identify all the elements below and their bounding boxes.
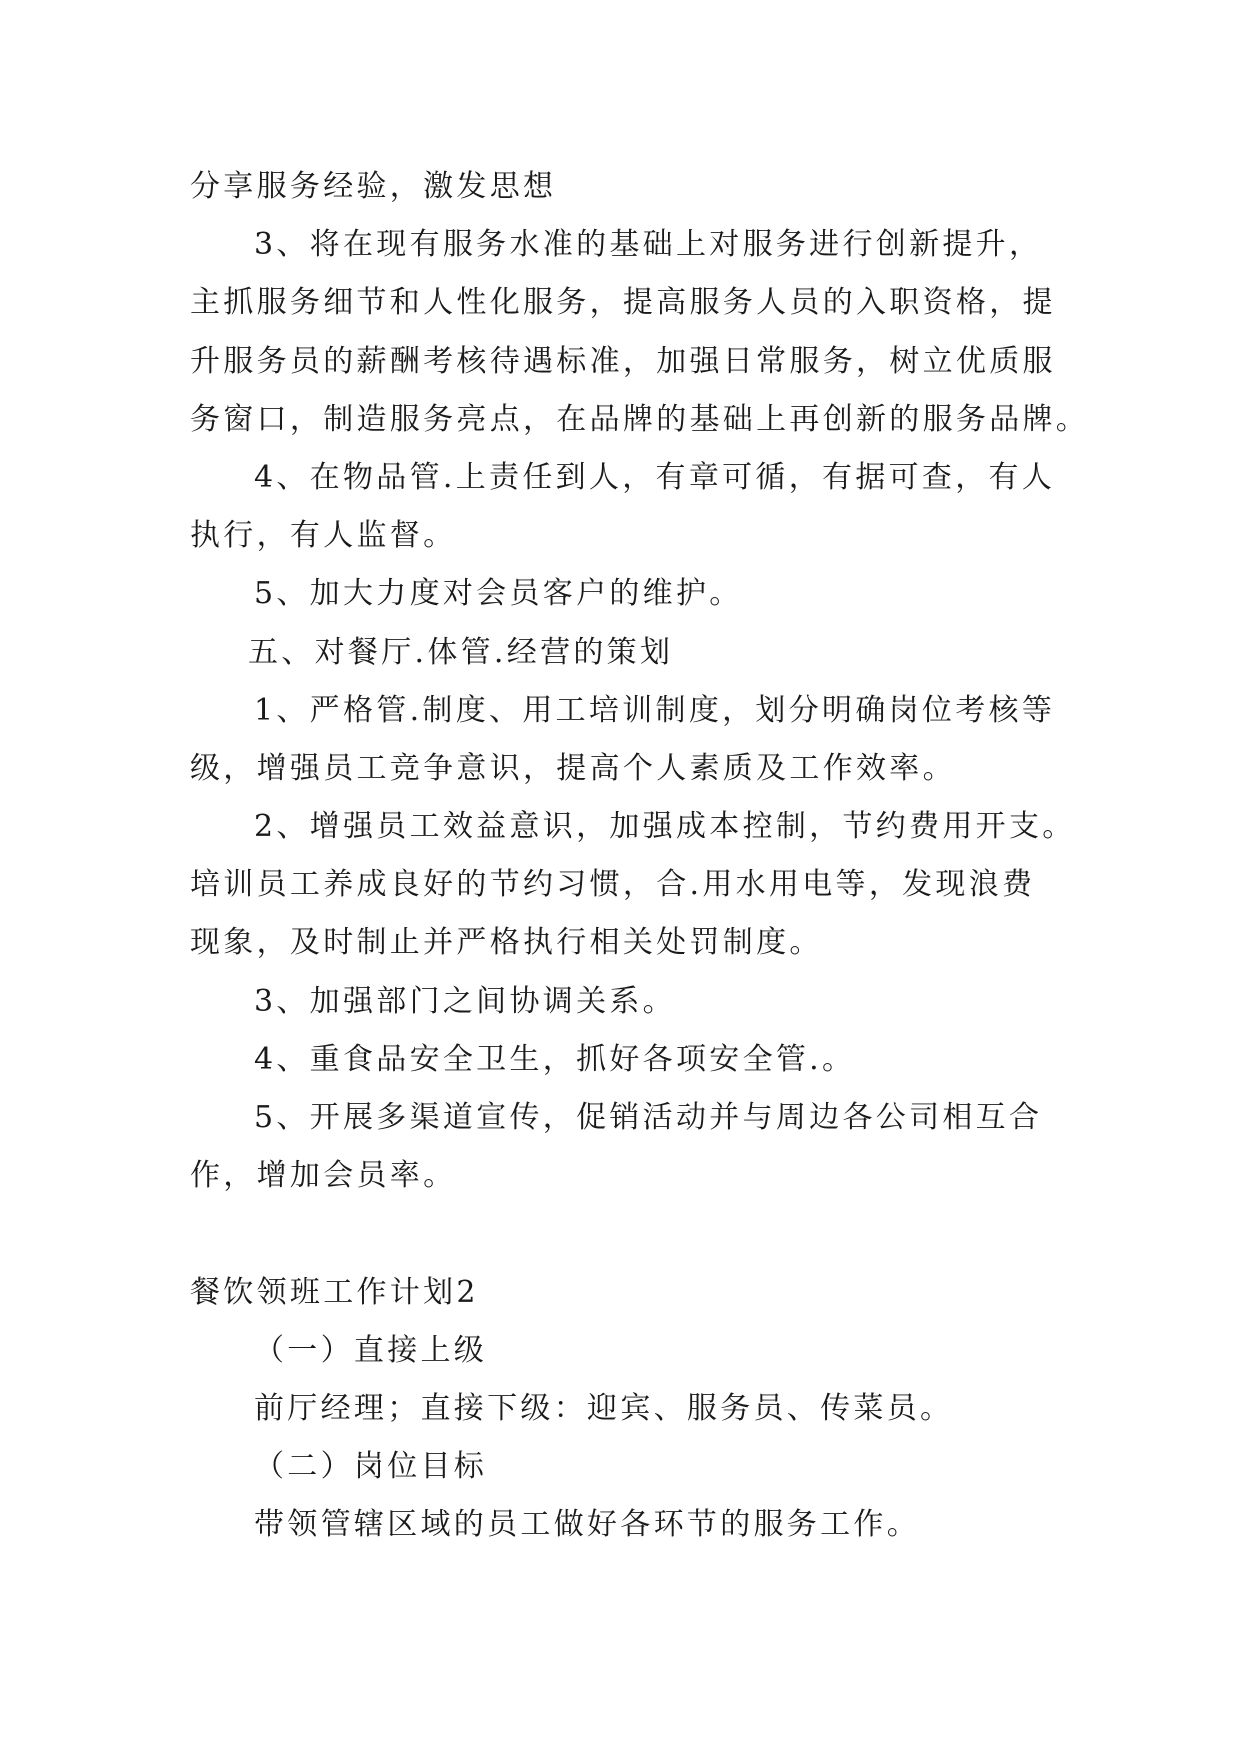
paragraph-line: 升服务员的薪酬考核待遇标准，加强日常服务，树立优质服 bbox=[190, 343, 1056, 379]
paragraph-line: 3、加强部门之间协调关系。 bbox=[254, 983, 676, 1019]
paragraph-line: 5、开展多渠道宣传，促销活动并与周边各公司相互合 bbox=[254, 1100, 1043, 1135]
paragraph-line: 务窗口，制造服务亮点，在品牌的基础上再创新的服务品牌。 bbox=[190, 401, 1090, 437]
paragraph-line: 3、将在现有服务水准的基础上对服务进行创新提升， bbox=[254, 227, 1043, 263]
paragraph-line: 分享服务经验，激发思想 bbox=[190, 169, 557, 204]
paragraph-line: 现象，及时制止并严格执行相关处罚制度。 bbox=[190, 925, 823, 961]
paragraph-line: 1、严格管.制度、用工培训制度，划分明确岗位考核等 bbox=[254, 692, 1056, 728]
paragraph-line: 作，增加会员率。 bbox=[190, 1158, 457, 1194]
paragraph-line: 培训员工养成良好的节约习惯，合.用水用电等，发现浪费 bbox=[190, 867, 1036, 903]
paragraph-line: 主抓服务细节和人性化服务，提高服务人员的入职资格，提 bbox=[190, 285, 1056, 321]
section-heading: 五、对餐厅.体管.经营的策划 bbox=[248, 634, 674, 670]
paragraph-line: 前厅经理；直接下级：迎宾、服务员、传菜员。 bbox=[254, 1390, 954, 1426]
subheading: （一）直接上级 bbox=[254, 1332, 488, 1368]
document-title: 餐饮领班工作计划2 bbox=[190, 1274, 479, 1310]
document-body bbox=[190, 158, 1090, 1555]
paragraph-line: 带领管辖区域的员工做好各环节的服务工作。 bbox=[254, 1507, 920, 1543]
blank-line bbox=[190, 1205, 1060, 1263]
paragraph-line: 4、在物品管.上责任到人，有章可循，有据可查，有人 bbox=[254, 459, 1056, 495]
paragraph-line: 5、加大力度对会员客户的维护。 bbox=[254, 576, 743, 612]
subheading: （二）岗位目标 bbox=[254, 1449, 488, 1485]
paragraph-line: 2、增强员工效益意识，加强成本控制，节约费用开支。 bbox=[254, 809, 1076, 845]
paragraph-line: 执行，有人监督。 bbox=[190, 518, 457, 554]
paragraph-line: 级，增强员工竞争意识，提高个人素质及工作效率。 bbox=[190, 750, 956, 786]
paragraph-line: 4、重食品安全卫生，抓好各项安全管.。 bbox=[254, 1041, 856, 1077]
